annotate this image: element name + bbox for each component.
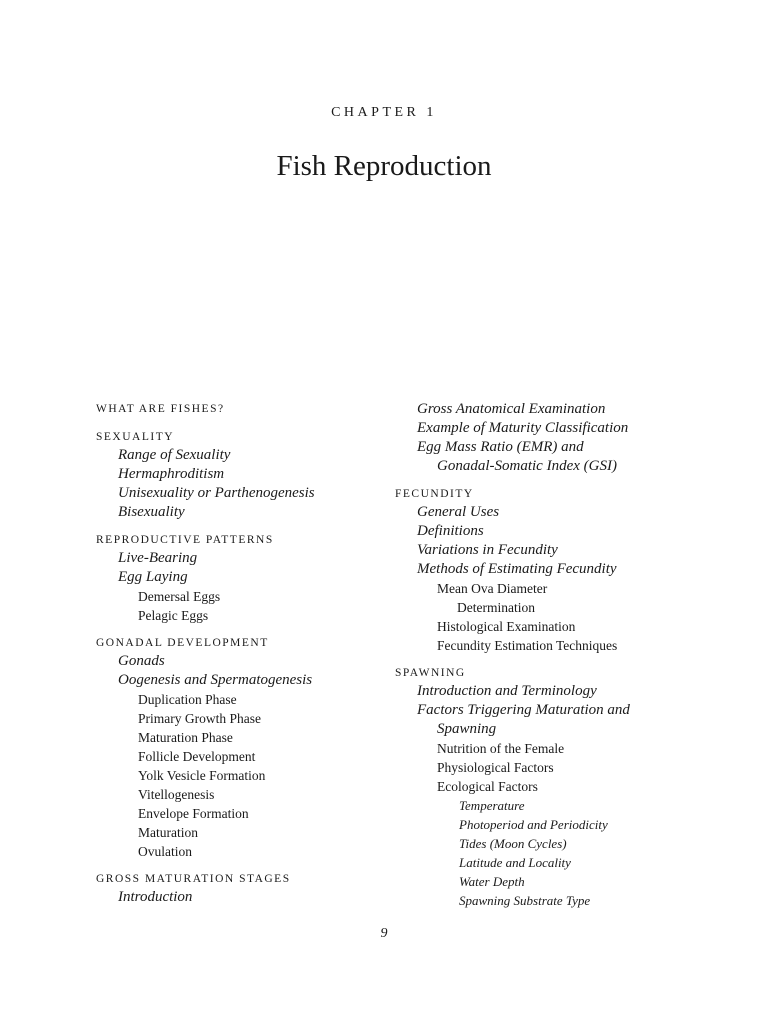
toc-entry: Methods of Estimating Fecundity [417,561,617,577]
toc-entry: Unisexuality or Parthenogenesis [118,485,315,501]
toc-entry: Introduction and Terminology [417,683,597,699]
toc-entry: Egg Mass Ratio (EMR) and [417,439,584,455]
toc-entry: Determination [457,600,535,615]
toc-entry: Oogenesis and Spermatogenesis [118,672,313,688]
section-heading: SEXUALITY [96,431,175,443]
toc-entry: Primary Growth Phase [138,711,261,726]
toc-entry: Tides (Moon Cycles) [459,836,567,851]
toc-entry: Fecundity Estimation Techniques [437,638,618,653]
toc-entry: Water Depth [459,874,525,889]
chapter-label: CHAPTER 1 [331,105,437,120]
section-heading: GROSS MATURATION STAGES [96,873,291,885]
toc-entry: Variations in Fecundity [417,542,558,558]
toc-entry: Gross Anatomical Examination [417,401,606,417]
toc-entry: Latitude and Locality [459,855,571,870]
toc-entry: Demersal Eggs [138,589,221,604]
toc-entry: Follicle Development [138,749,256,764]
toc-entry: Physiological Factors [437,760,554,775]
toc-entry: Photoperiod and Periodicity [459,817,608,832]
section-heading: GONADAL DEVELOPMENT [96,637,269,649]
chapter-title: Fish Reproduction [276,150,492,182]
toc-entry: Definitions [417,523,484,539]
page-number: 9 [380,926,388,941]
toc-entry: Egg Laying [118,569,188,585]
toc-entry: Histological Examination [437,619,576,634]
section-heading: REPRODUCTIVE PATTERNS [96,534,274,546]
toc-entry: Range of Sexuality [118,447,231,463]
toc-entry: Introduction [118,889,193,905]
toc-entry: Yolk Vesicle Formation [138,768,266,783]
toc-entry: Spawning [437,721,497,737]
toc-entry: Spawning Substrate Type [459,893,591,908]
toc-entry: Envelope Formation [138,806,249,821]
toc-entry: Live-Bearing [118,550,198,566]
toc-entry: Factors Triggering Maturation and [417,702,630,718]
section-heading: FECUNDITY [395,488,474,500]
toc-entry: Temperature [459,798,525,813]
toc-entry: Example of Maturity Classification [417,420,629,436]
toc-entry: Hermaphroditism [118,466,225,482]
section-heading: SPAWNING [395,667,466,679]
section-heading: WHAT ARE FISHES? [96,403,225,415]
toc-entry: Ovulation [138,844,192,859]
toc-entry: Maturation [138,825,198,840]
toc-entry: Vitellogenesis [138,787,215,802]
toc-entry: Maturation Phase [138,730,233,745]
toc-entry: Nutrition of the Female [437,741,565,756]
toc-entry: General Uses [417,504,500,520]
toc-entry: Pelagic Eggs [138,608,209,623]
toc-entry: Mean Ova Diameter [437,581,548,596]
toc-entry: Duplication Phase [138,692,237,707]
toc-entry: Ecological Factors [437,779,538,794]
toc-entry: Gonads [118,653,165,669]
toc-entry: Bisexuality [118,504,185,520]
toc-entry: Gonadal-Somatic Index (GSI) [437,458,617,474]
